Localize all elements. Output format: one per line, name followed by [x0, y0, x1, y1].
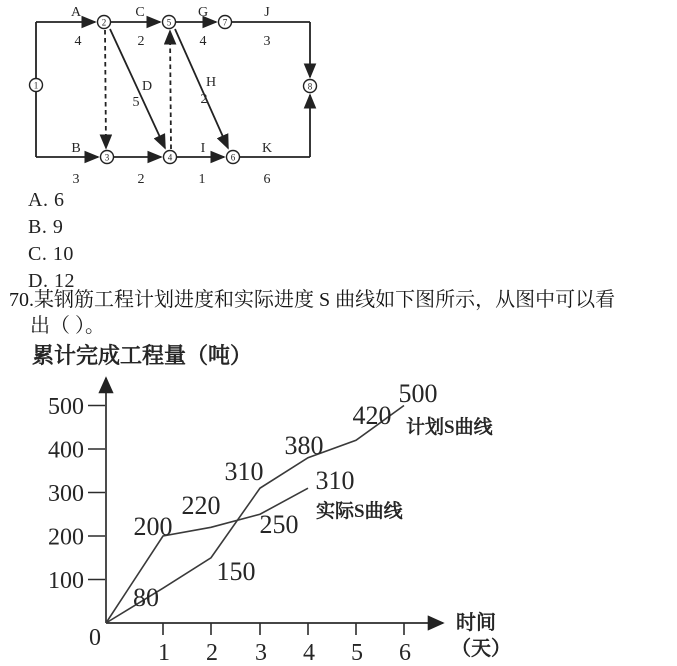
x-tick-label: 6 — [399, 640, 411, 666]
question-line-1: 70.某钢筋工程计划进度和实际进度 S 曲线如下图所示，从图中可以看 — [9, 289, 616, 311]
x-tick-label: 5 — [351, 640, 363, 666]
activity-G-duration: 4 — [199, 34, 207, 49]
legend-planned-curve: 计划S曲线 — [406, 417, 493, 438]
y-tick-label: 200 — [48, 524, 84, 551]
activity-A-duration: 4 — [74, 34, 82, 49]
chart-point-label: 500 — [398, 379, 438, 408]
option-d: D. 12 — [28, 270, 75, 292]
activity-A-label: A — [70, 5, 82, 20]
node-7-label: 7 — [222, 17, 228, 28]
chart-point-label: 250 — [259, 510, 299, 539]
activity-C-label: C — [135, 5, 145, 20]
network-diagram — [0, 2, 340, 187]
chart-title: 累计完成工程量（吨） — [32, 343, 253, 368]
node-2-label: 2 — [101, 17, 107, 28]
node-5-label: 5 — [166, 17, 172, 28]
dummy-arrow-4-5 — [170, 31, 171, 149]
activity-J-duration: 3 — [263, 34, 271, 49]
activity-D-duration: 5 — [132, 95, 140, 110]
x-tick-label: 2 — [206, 640, 218, 666]
x-tick-label: 3 — [255, 640, 267, 666]
x-axis-title-line2: （天） — [451, 638, 511, 660]
y-tick-label: 500 — [48, 394, 84, 420]
activity-K-label: K — [261, 141, 273, 156]
node-1-label: 1 — [33, 80, 39, 91]
y-tick-label: 300 — [48, 481, 84, 507]
node-4-label: 4 — [167, 152, 173, 163]
y-tick-label: 400 — [48, 437, 84, 464]
question-70 — [9, 287, 677, 339]
chart-point-label: 310 — [224, 457, 264, 486]
question-line-2: 出（ ）。 — [30, 315, 105, 337]
activity-I-duration: 1 — [198, 172, 206, 187]
option-a: A. 6 — [28, 189, 65, 211]
node-3-label: 3 — [104, 152, 110, 163]
x-tick-label: 4 — [303, 640, 315, 666]
activity-H-label: H — [205, 75, 217, 90]
y-tick-label: 100 — [48, 568, 84, 594]
activity-B-label: B — [71, 141, 81, 156]
activity-B-duration: 3 — [72, 172, 80, 187]
options-list — [28, 187, 75, 295]
activity-I-label: I — [200, 141, 206, 156]
activity-D-label: D — [141, 79, 153, 94]
activity-H-duration: 2 — [200, 92, 208, 107]
chart-point-label: 420 — [352, 401, 392, 430]
dummy-arrow-2-3 — [105, 30, 106, 148]
legend-actual-curve: 实际S曲线 — [316, 501, 403, 522]
x-tick-label: 1 — [158, 640, 170, 666]
option-b: B. 9 — [28, 216, 64, 238]
chart-point-label: 150 — [216, 557, 256, 586]
activity-K-duration: 6 — [263, 172, 271, 187]
chart-point-label: 80 — [133, 583, 159, 612]
s-curve-chart — [0, 336, 560, 666]
option-c: C. 10 — [28, 243, 74, 265]
chart-point-label: 200 — [133, 512, 173, 541]
activity-3-4-duration: 2 — [137, 172, 145, 187]
chart-point-label: 220 — [181, 491, 221, 520]
chart-point-label: 380 — [284, 431, 324, 460]
activity-C-duration: 2 — [137, 34, 145, 49]
node-8-label: 8 — [307, 81, 313, 92]
x-axis-title-line1: 时间 — [456, 612, 496, 634]
node-6-label: 6 — [230, 152, 236, 163]
activity-G-label: G — [197, 5, 209, 20]
origin-label: 0 — [89, 625, 101, 651]
activity-J-label: J — [264, 5, 270, 20]
chart-point-label: 310 — [315, 466, 355, 495]
